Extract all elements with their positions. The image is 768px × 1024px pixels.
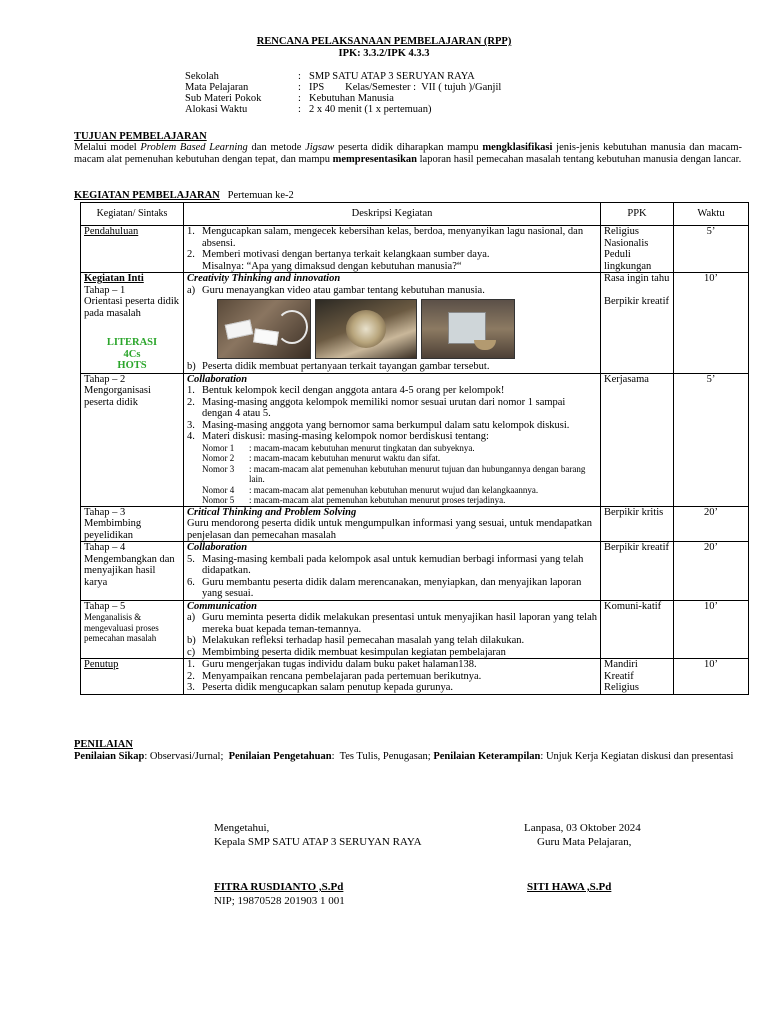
kegiatan-table: [80, 202, 749, 695]
tujuan-paragraph: Melalui model Problem Based Learning dan metode Jigsaw peserta didik diharapkan mampu mengklasifikasi jenis-jenis kebutuhan manusia dan macam-macam alat pemenuhan kebutuhan dengan tepat, dan mampu mempresentasikan laporan hasil pemecahan masalah tentang kebutuhan manusia dengan lancar.: [74, 142, 742, 165]
document-subtitle: IPK: 3.3.2/IPK 4.3.3: [338, 48, 430, 59]
penilaian-paragraph: Penilaian Sikap: Observasi/Jurnal; Penilaian Pengetahuan: Tes Tulis, Penugasan; Penilaian Keterampilan: Unjuk Kerja Kegiatan diskusi dan presentasi: [74, 751, 734, 762]
identity-row-sekolah: Sekolah : SMP SATU ATAP 3 SERUYAN RAYA: [185, 71, 475, 82]
sign-mengetahui: Mengetahui,: [214, 822, 270, 834]
photo-gadgets: [217, 299, 311, 359]
table-header-row: [81, 203, 749, 226]
sign-guru-name: SITI HAWA ,S.Pd: [527, 881, 612, 893]
sign-place-date: Lanpasa, 03 Oktober 2024: [524, 822, 641, 834]
illustration-photos: [217, 299, 597, 357]
table-row-tahap3: Tahap – 3 Membimbing peyelidikan Critical Thinking and Problem Solving Guru mendorong peserta didik untuk mengumpulkan informasi yang sesuai, untuk mendapatkan penjelasan dan pemecahan masalah Berpikir kritis 20’: [81, 506, 749, 542]
table-row-tahap2: Tahap – 2 Mengorganisasi peserta didik Collaboration 1. Bentuk kelompok kecil dengan anggota antara 4-5 orang per kelompok! 2. Masing-masing anggota kelompok memiliki nomor sesuai urutan dari nomor 1 sampai dengan 4 atau 5. 3. Masing-masing anggota yang bernomor sama berkumpul dalam satu kelompok diskusi. 4. Materi diskusi: masing-masing kelompok nomor berdiskusi tentang: Nomor 1 : macam-macam kebutuhan menurut tingkatan dan subyeknya. Nomor 2 : macam-macam kebutuhan menurut waktu dan sifat. Nomor 3 : macam-macam alat pemenuhan kebutuhan menurut tujuan dan hubungannya dengan barang lain. Nomor 4 : macam-macam alat pemenuhan kebutuhan menurut wujud dan kelangkaannya. Nomor 5 : macam-macam alat pemenuhan kebutuhan menurut proses terjadinya. Kerjasama 5’: [81, 373, 749, 506]
header-waktu: Waktu: [674, 203, 749, 226]
sign-kepala-nip: NIP; 19870528 201903 1 001: [214, 895, 345, 907]
header-ppk: PPK: [601, 203, 674, 226]
kegiatan-heading: KEGIATAN PEMBELAJARAN Pertemuan ke-2: [74, 190, 294, 201]
table-row-tahap4: Tahap – 4 Mengembangkan dan menyajikan hasil karya Collaboration 5. Masing-masing kembali pada kelompok asal untuk kemudian berbagi informasi yang telah didapatkan. 6. Guru membantu peserta didik dalam merencanakan, menyiapkan, dan menyajikan laporan yang sesuai. Berpikir kreatif 20’: [81, 542, 749, 601]
identity-block: [185, 71, 501, 115]
identity-row-mapel: Mata Pelajaran : IPS Kelas/Semester : VII ( tujuh )/Ganjil: [185, 82, 502, 93]
penilaian-heading: PENILAIAN: [74, 739, 133, 750]
table-row-tahap1: Kegiatan Inti Tahap – 1 Orientasi peserta didik pada masalah LITERASI 4Cs HOTS Creativity Thinking and innovation a) Guru menayangkan video atau gambar tentang kebutuhan manusia. b) Peserta didik membuat pertanyaan terkait tayangan gambar tersebut. Rasa ingin tahu Berpikir kreatif 10’: [81, 273, 749, 374]
table-row-tahap5: Tahap – 5 Menganalisis & mengevaluasi proses pemecahan masalah Communication a) Guru meminta peserta didik melakukan presentasi untuk menyajikan hasil laporan yang telah mereka buat kepada teman-temannya. b) Melakukan refleksi terhadap hasil pemecahan masalah yang telah dilakukan. c) Membimbing peserta didik membuat kesimpulan kegiatan pembelajaran Komuni-katif 10’: [81, 600, 749, 659]
tujuan-heading: TUJUAN PEMBELAJARAN: [74, 131, 207, 142]
sign-guru-title: Guru Mata Pelajaran,: [537, 836, 632, 848]
sign-kepala-title: Kepala SMP SATU ATAP 3 SERUYAN RAYA: [214, 836, 422, 848]
sign-kepala-name: FITRA RUSDIANTO ,S.Pd: [214, 881, 344, 893]
header-deskripsi: Deskripsi Kegiatan: [184, 203, 601, 226]
document-title: RENCANA PELAKSANAAN PEMBELAJARAN (RPP): [256, 36, 512, 47]
identity-row-materi: Sub Materi Pokok : Kebutuhan Manusia: [185, 93, 394, 104]
table-row-penutup: Penutup 1. Guru mengerjakan tugas individu dalam buku paket halaman138. 2. Menyampaikan rencana pembelajaran pada pertemuan berikutnya. 3. Peserta didik mengucapkan salam penutup kepada gurunya. Mandiri Kreatif Religius 10’: [81, 659, 749, 695]
table-row-pendahuluan: Pendahuluan 1. Mengucapkan salam, mengecek kebersihan kelas, berdoa, menyanyikan lagu nasional, dan absensi. 2. Memberi motivasi dengan bertanya terkait kelangkaan sumber daya. Misalnya: “Apa yang dimaksud dengan kebutuhan manusia?“ Religius Nasionalis Peduli lingkungan 5’: [81, 226, 749, 273]
identity-row-waktu: Alokasi Waktu : 2 x 40 menit (1 x pertemuan): [185, 104, 432, 115]
photo-appliance: [421, 299, 515, 359]
header-kegiatan: Kegiatan/ Sintaks: [81, 203, 184, 226]
photo-food: [315, 299, 417, 359]
